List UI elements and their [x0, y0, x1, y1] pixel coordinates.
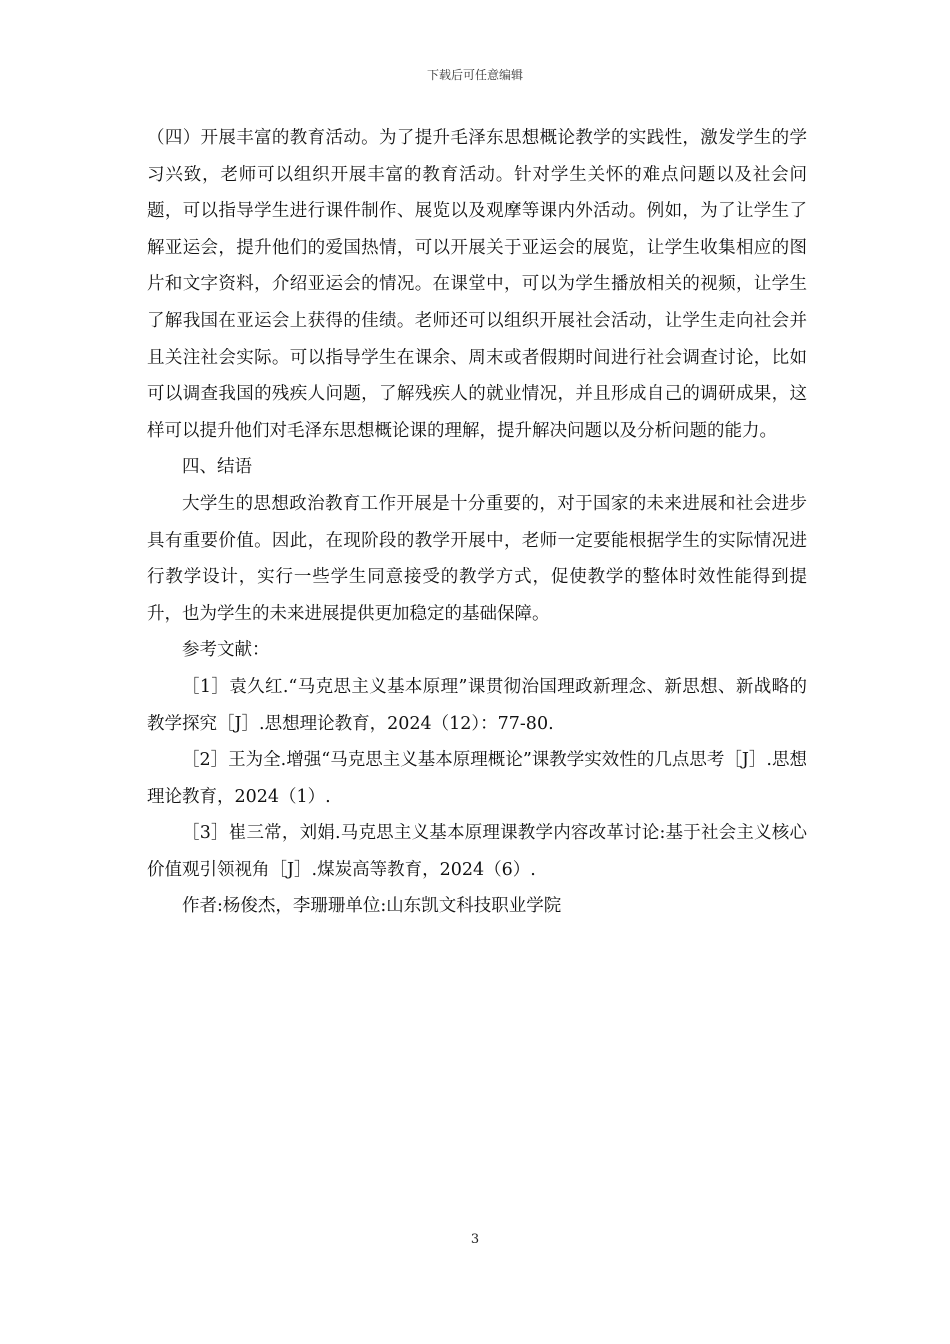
page-number: 3 [470, 1232, 480, 1247]
reference-item: ［2］王为全.增强“马克思主义基本原理概论”课教学实效性的几点思考［J］.思想理论教育，2024（1）. [147, 750, 807, 807]
header-note: 下载后可任意编辑 [426, 68, 523, 82]
paragraph-educational-activities: （四）开展丰富的教育活动。为了提升毛泽东思想概论教学的实践性，激发学生的学习兴致，老师可以组织开展丰富的教育活动。针对学生关怀的难点问题以及社会问题，可以指导学生进行课件制作、展览以及观摩等课内外活动。例如，为了让学生了解亚运会，提升他们的爱国热情，可以开展关于亚运会的展览，让学生收集相应的图片和文字资料，介绍亚运会的情况。在课堂中，可以为学生播放相关的视频，让学生了解我国在亚运会上获得的佳绩。老师还可以组织开展社会活动，让学生走向社会并且关注社会实际。可以指导学生在课余、周末或者假期时间进行社会调查讨论，比如可以调查我国的残疾人问题，了解残疾人的就业情况，并且形成自己的调研成果，这样可以提升他们对毛泽东思想概论课的理解，提升解决问题以及分析问题的能力。 [147, 128, 807, 441]
author-info: 作者:杨俊杰，李珊珊单位:山东凯文科技职业学院 [182, 896, 562, 917]
document-body [147, 120, 807, 925]
reference-item: ［1］袁久红.“马克思主义基本原理”课贯彻治国理政新理念、新思想、新战略的教学探究［J］.思想理论教育，2024（12）：77-80. [147, 676, 807, 734]
reference-item: ［3］崔三常，刘娟.马克思主义基本原理课教学内容改革讨论:基于社会主义核心价值观引领视角［J］.煤炭高等教育，2024（6）. [147, 823, 807, 880]
references-heading: 参考文献： [182, 640, 270, 661]
conclusion-paragraph: 大学生的思想政治教育工作开展是十分重要的，对于国家的未来进展和社会进步具有重要价值。因此，在现阶段的教学开展中，老师一定要能根据学生的实际情况进行教学设计，实行一些学生同意接受的教学方式，促使教学的整体时效性能得到提升，也为学生的未来进展提供更加稳定的基础保障。 [147, 493, 807, 624]
conclusion-heading: 四、结语 [182, 457, 252, 478]
